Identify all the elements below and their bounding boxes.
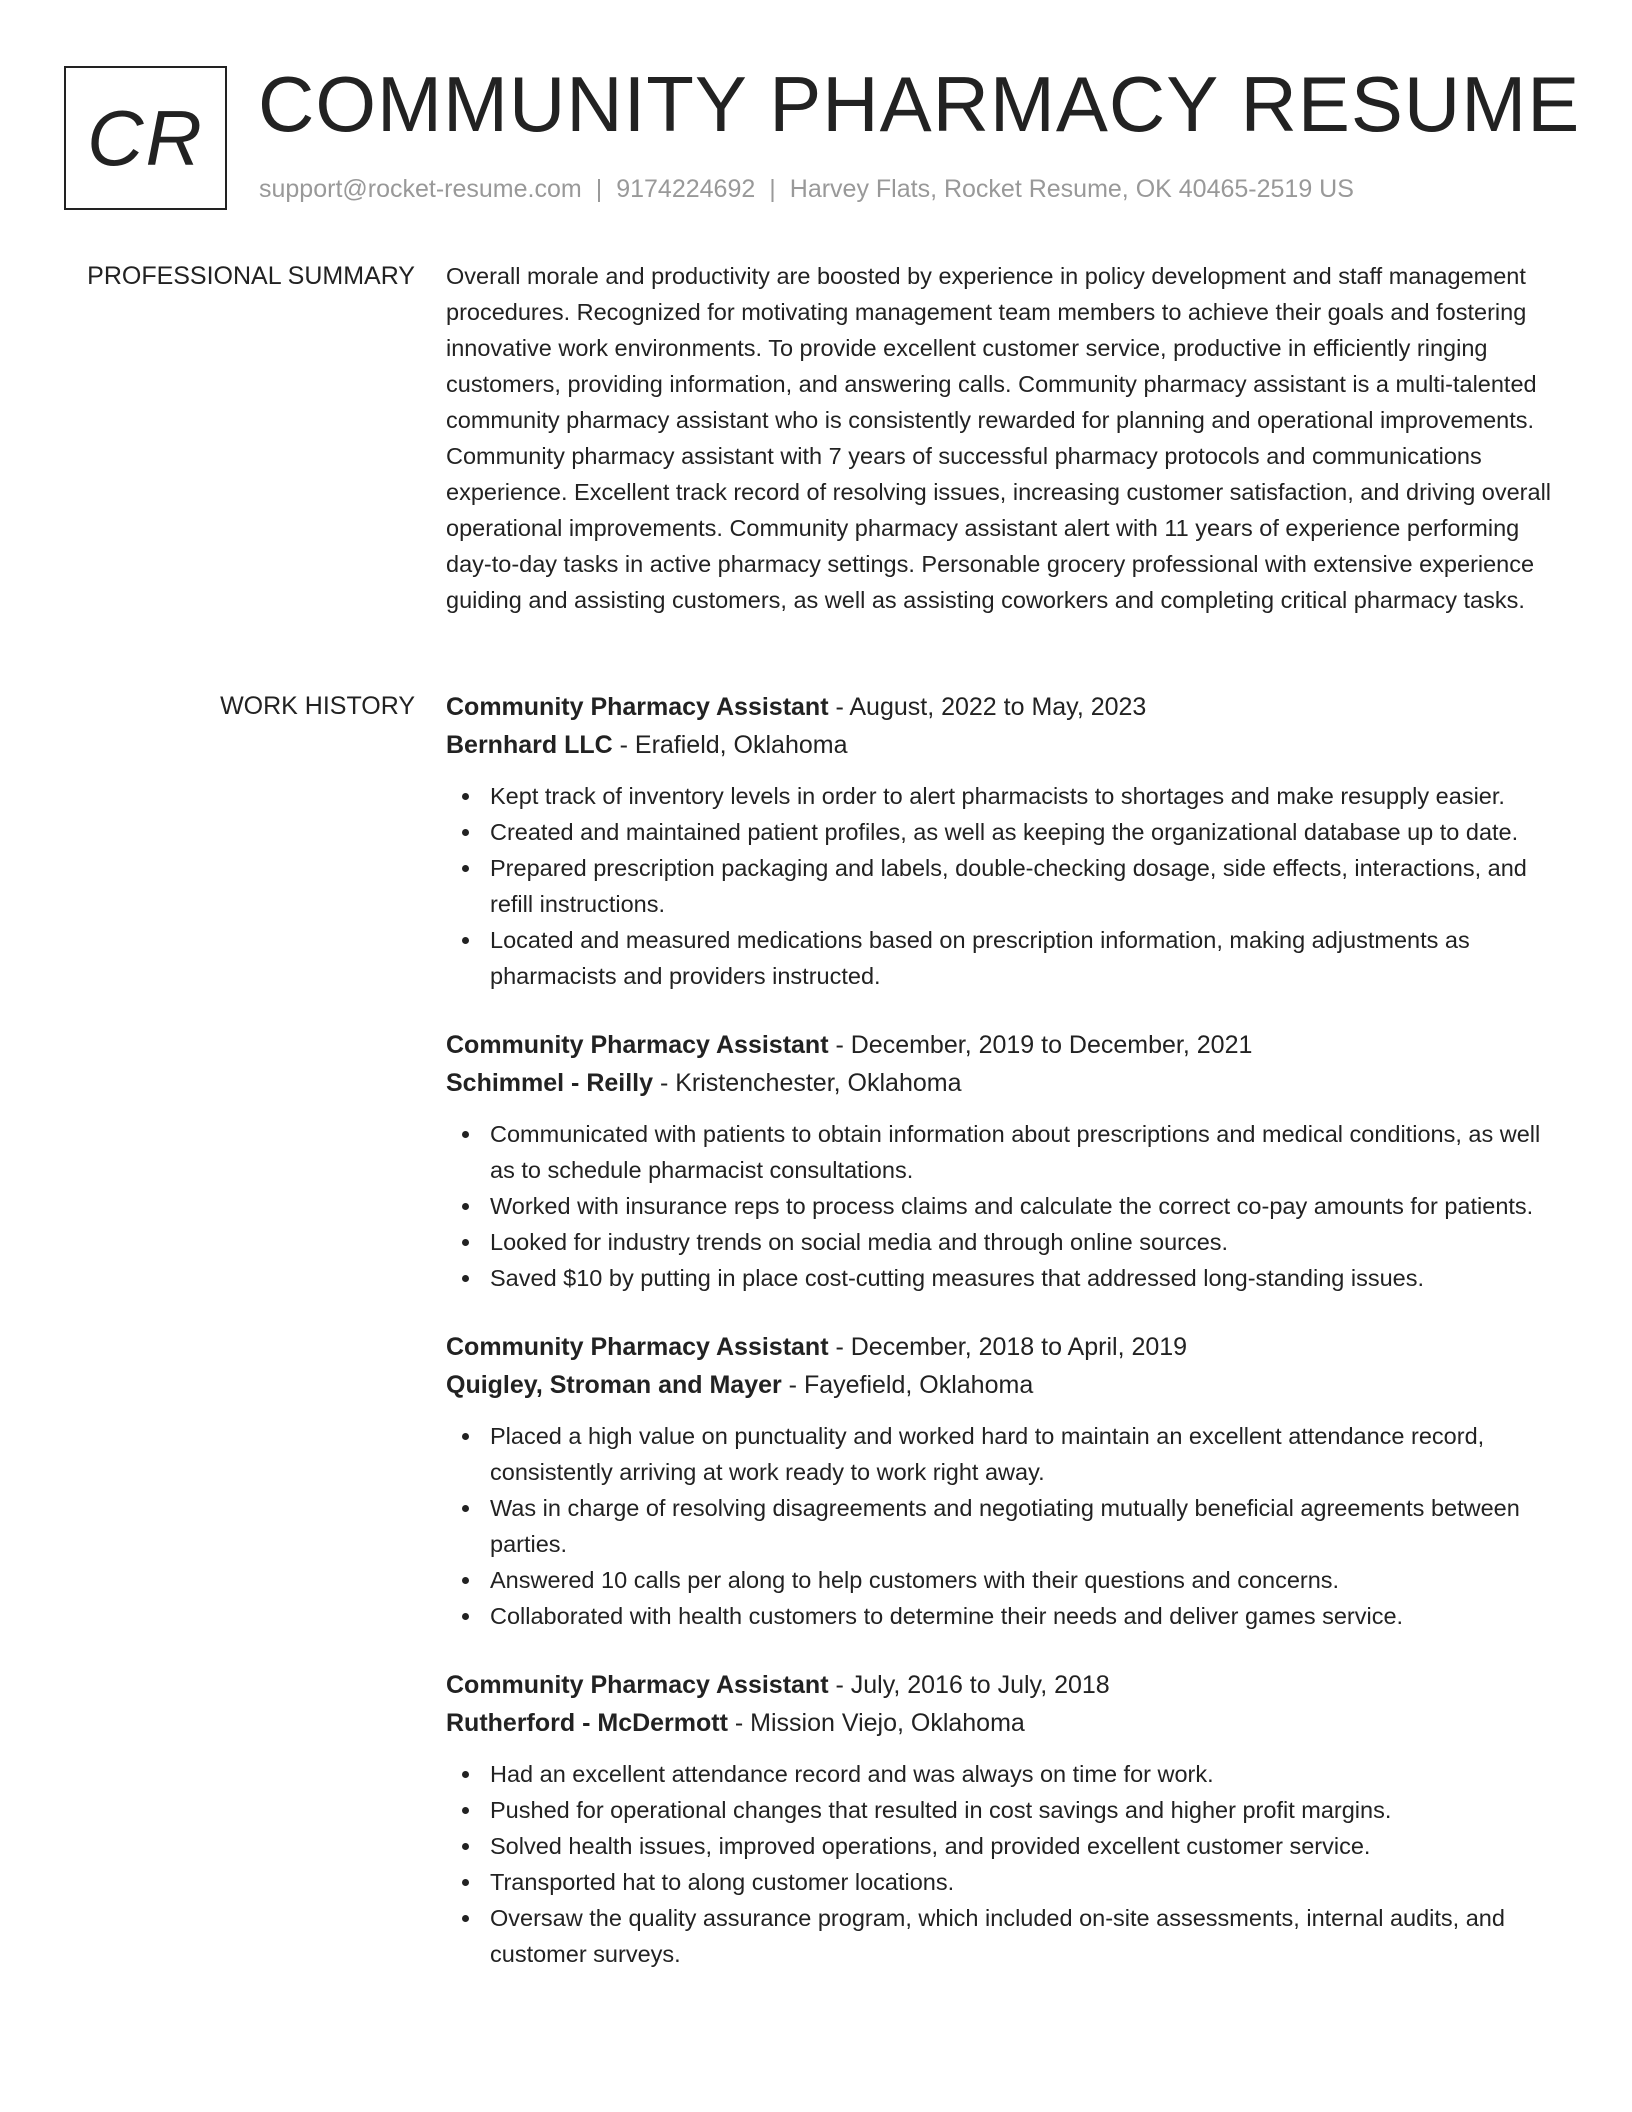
bullet-dot (462, 829, 469, 836)
bullet-dot (462, 1239, 469, 1246)
bullet-dot (462, 1505, 469, 1512)
bullet-dot (462, 1203, 469, 1210)
job-bullet (446, 1792, 1566, 1828)
job-location: - Erafield, Oklahoma (612, 731, 848, 759)
job-bullet-list (446, 1418, 1566, 1634)
bullet-dot (462, 1843, 469, 1850)
job-entry (446, 688, 1566, 994)
bullet-dot (462, 937, 469, 944)
job-location: - Mission Viejo, Oklahoma (727, 1709, 1025, 1737)
job-bullet (446, 1116, 1566, 1188)
job-bullet-text: Had an excellent attendance record and was always on time for work. (490, 1761, 1214, 1787)
bullet-dot (462, 1275, 469, 1282)
job-bullet (446, 1490, 1566, 1562)
bullet-dot (462, 865, 469, 872)
job-bullet-text: Was in charge of resolving disagreements and negotiating mutually beneficial agreements between parties. (490, 1495, 1520, 1557)
contact-line (259, 174, 1354, 204)
contact-separator: | (769, 175, 776, 203)
job-dates: - August, 2022 to May, 2023 (828, 693, 1147, 721)
job-bullet-list (446, 1116, 1566, 1296)
section-heading-work-history: WORK HISTORY (220, 692, 415, 720)
summary-text: Overall morale and productivity are boosted by experience in policy development and staff management procedures. Recognized for motivating management team members to achieve their goals and fostering innovative work environments. To provide excellent customer service, productive in efficiently ringing customers, providing information, and answering calls. Community pharmacy assistant is a multi-talented community pharmacy assistant who is consistently rewarded for planning and operational improvements. Community pharmacy assistant with 7 years of successful pharmacy protocols and communications experience. Excellent track record of resolving issues, increasing customer satisfaction, and driving overall operational improvements. Community pharmacy assistant alert with 11 years of experience performing day-to-day tasks in active pharmacy settings. Personable grocery professional with extensive experience guiding and assisting customers, as well as assisting coworkers and completing critical pharmacy tasks. (446, 263, 1552, 613)
job-location: - Kristenchester, Oklahoma (653, 1069, 962, 1097)
job-bullet (446, 778, 1566, 814)
job-bullet (446, 1562, 1566, 1598)
bullet-dot (462, 1577, 469, 1584)
job-company-line (446, 726, 1566, 764)
job-title: Community Pharmacy Assistant (446, 693, 829, 721)
job-list (446, 688, 1566, 2004)
job-title: Community Pharmacy Assistant (446, 1333, 829, 1361)
job-bullet (446, 1260, 1566, 1296)
job-bullet (446, 1598, 1566, 1634)
monogram-badge (64, 66, 227, 210)
bullet-dot (462, 1915, 469, 1922)
job-bullet (446, 1418, 1566, 1490)
job-location: - Fayefield, Oklahoma (781, 1371, 1034, 1399)
job-title-line (446, 1328, 1566, 1366)
contact-email[interactable]: support@rocket-resume.com (259, 175, 582, 203)
job-company-line (446, 1064, 1566, 1102)
bullet-dot (462, 1433, 469, 1440)
job-bullet-text: Prepared prescription packaging and labels, double-checking dosage, side effects, interactions, and refill instructions. (490, 855, 1527, 917)
bullet-dot (462, 793, 469, 800)
job-bullet-text: Transported hat to along customer locations. (490, 1869, 955, 1895)
job-title: Community Pharmacy Assistant (446, 1031, 829, 1059)
job-bullet-list (446, 1756, 1566, 1972)
resume-header (64, 60, 1581, 210)
job-bullet-text: Kept track of inventory levels in order to alert pharmacists to shortages and make resupply easier. (490, 783, 1505, 809)
job-dates: - December, 2019 to December, 2021 (828, 1031, 1253, 1059)
bullet-dot (462, 1613, 469, 1620)
job-title-line (446, 1666, 1566, 1704)
job-company: Schimmel - Reilly (446, 1069, 654, 1097)
section-heading-summary: PROFESSIONAL SUMMARY (87, 262, 415, 290)
job-bullet-text: Pushed for operational changes that resulted in cost savings and higher profit margins. (490, 1797, 1392, 1823)
job-bullet (446, 1900, 1566, 1972)
job-bullet-text: Collaborated with health customers to determine their needs and deliver games service. (490, 1603, 1404, 1629)
job-company: Rutherford - McDermott (446, 1709, 728, 1737)
job-bullet-text: Created and maintained patient profiles, as well as keeping the organizational database up to date. (490, 819, 1519, 845)
contact-separator: | (595, 175, 603, 203)
job-company: Quigley, Stroman and Mayer (446, 1371, 782, 1399)
job-bullet (446, 922, 1566, 994)
job-title-line (446, 1026, 1566, 1064)
contact-address: Harvey Flats, Rocket Resume, OK 40465-2519 US (789, 175, 1354, 203)
job-company-line (446, 1704, 1566, 1742)
bullet-dot (462, 1131, 469, 1138)
job-title-line (446, 688, 1566, 726)
monogram-initials: CR (87, 94, 204, 182)
job-bullet-list (446, 778, 1566, 994)
job-bullet-text: Communicated with patients to obtain information about prescriptions and medical conditions, as well as to schedule pharmacist consultations. (490, 1121, 1541, 1183)
job-bullet-text: Saved $10 by putting in place cost-cutting measures that addressed long-standing issues. (490, 1265, 1425, 1291)
job-bullet-text: Placed a high value on punctuality and worked hard to maintain an excellent attendance record, consistently arriving at work ready to work right away. (490, 1423, 1485, 1485)
job-bullet (446, 1188, 1566, 1224)
contact-phone[interactable]: 9174224692 (616, 175, 756, 203)
job-entry (446, 1026, 1566, 1296)
job-bullet (446, 814, 1566, 850)
job-bullet (446, 1224, 1566, 1260)
job-bullet (446, 1828, 1566, 1864)
job-entry (446, 1328, 1566, 1634)
job-bullet-text: Looked for industry trends on social media and through online sources. (490, 1229, 1229, 1255)
job-bullet-text: Worked with insurance reps to process claims and calculate the correct co-pay amounts for patients. (490, 1193, 1534, 1219)
job-title: Community Pharmacy Assistant (446, 1671, 829, 1699)
resume-title: COMMUNITY PHARMACY RESUME (258, 60, 1581, 148)
job-company: Bernhard LLC (446, 731, 613, 759)
bullet-dot (462, 1771, 469, 1778)
bullet-dot (462, 1879, 469, 1886)
job-dates: - December, 2018 to April, 2019 (828, 1333, 1188, 1361)
job-dates: - July, 2016 to July, 2018 (828, 1671, 1110, 1699)
job-bullet (446, 1756, 1566, 1792)
job-bullet-text: Located and measured medications based on prescription information, making adjustments as pharmacists and providers instructed. (490, 927, 1470, 989)
job-bullet (446, 1864, 1566, 1900)
job-bullet-text: Oversaw the quality assurance program, which included on-site assessments, internal audits, and customer surveys. (490, 1905, 1505, 1967)
job-bullet-text: Solved health issues, improved operations, and provided excellent customer service. (490, 1833, 1371, 1859)
job-entry (446, 1666, 1566, 1972)
bullet-dot (462, 1807, 469, 1814)
job-bullet-text: Answered 10 calls per along to help customers with their questions and concerns. (490, 1567, 1340, 1593)
job-company-line (446, 1366, 1566, 1404)
job-bullet (446, 850, 1566, 922)
